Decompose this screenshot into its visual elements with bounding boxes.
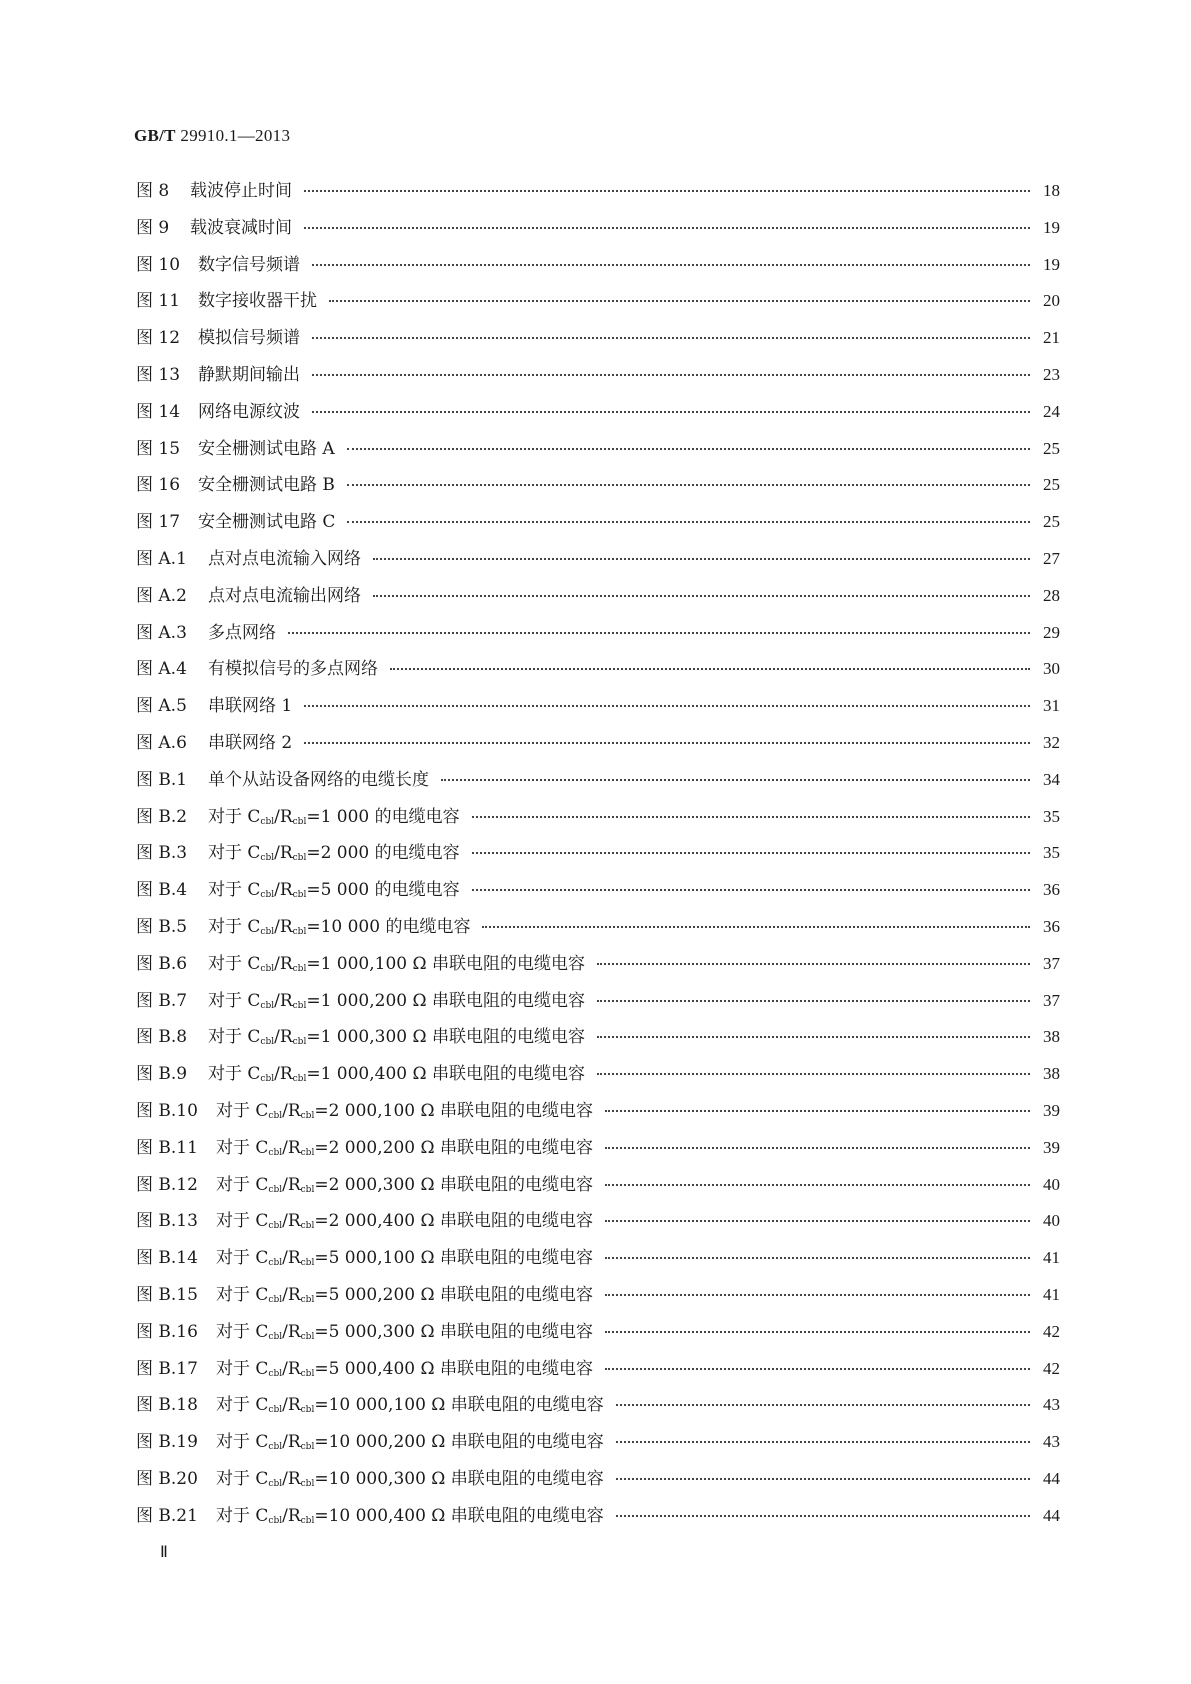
figure-title: [216, 1096, 593, 1121]
dot-leader: [347, 484, 1030, 486]
figure-label: 图 B.2: [136, 806, 188, 827]
title-suffix: =2 000,200 Ω 串联电阻的电缆电容: [314, 1137, 593, 1158]
figure-title: [216, 1317, 593, 1342]
page-ref: 31: [1043, 696, 1060, 716]
toc-entry[interactable]: [136, 250, 1060, 287]
title-suffix: =5 000,100 Ω 串联电阻的电缆电容: [314, 1248, 593, 1269]
title-suffix: =5 000 的电缆电容: [306, 880, 460, 901]
figure-label: 图 16: [136, 475, 181, 496]
figure-title: [208, 838, 460, 863]
figure-title: 安全栅测试电路 B: [198, 475, 335, 496]
toc-entry[interactable]: [136, 1206, 1060, 1243]
dot-leader: [312, 411, 1030, 413]
figure-title: 数字接收器干扰: [198, 291, 317, 312]
subscript: cbl: [292, 890, 307, 901]
title-prefix: 对于 C: [216, 1248, 269, 1269]
title-prefix: 对于 C: [208, 843, 261, 864]
standard-code: GB/T: [134, 126, 176, 145]
toc-entry[interactable]: [136, 544, 1060, 581]
page-ref: 19: [1043, 254, 1060, 274]
figure-title: 点对点电流输出网络: [208, 585, 361, 606]
title-suffix: =10 000,300 Ω 串联电阻的电缆电容: [314, 1468, 604, 1489]
toc-entry[interactable]: [136, 1501, 1060, 1538]
title-prefix: 对于 C: [208, 1027, 261, 1048]
dot-leader: [472, 816, 1030, 818]
page-ref: 38: [1043, 1064, 1060, 1084]
title-middle: /R: [282, 1505, 301, 1526]
figure-title: 载波衰减时间: [190, 217, 292, 238]
title-suffix: =1 000 的电缆电容: [306, 806, 460, 827]
figure-title: 载波停止时间: [190, 181, 292, 201]
dot-leader: [304, 190, 1030, 192]
figure-label: 图 B.1: [136, 769, 188, 790]
toc-entry[interactable]: [136, 581, 1060, 618]
figure-label: 图 B.6: [136, 953, 188, 974]
figure-label: 图 8: [136, 181, 170, 201]
page-ref: 24: [1043, 401, 1060, 421]
page-ref: 18: [1043, 181, 1060, 200]
page-ref: 37: [1043, 990, 1060, 1010]
figure-title: 有模拟信号的多点网络: [208, 659, 378, 680]
figure-title: [216, 1243, 593, 1268]
figure-title: 点对点电流输入网络: [208, 548, 361, 569]
subscript: cbl: [260, 1074, 275, 1085]
page-ref: 35: [1043, 806, 1060, 826]
title-suffix: =10 000,200 Ω 串联电阻的电缆电容: [314, 1432, 604, 1453]
subscript: cbl: [268, 1147, 283, 1158]
document-header: [134, 126, 290, 146]
page-ref: 40: [1043, 1211, 1060, 1231]
figure-title: [216, 1354, 593, 1379]
subscript: cbl: [268, 1442, 283, 1453]
figure-title: 模拟信号频谱: [198, 328, 300, 349]
toc-entry[interactable]: [136, 728, 1060, 765]
page-ref: 43: [1043, 1395, 1060, 1415]
figure-title: [208, 875, 460, 900]
subscript: cbl: [292, 926, 307, 937]
title-suffix: =2 000 的电缆电容: [306, 843, 460, 864]
title-suffix: =5 000,200 Ω 串联电阻的电缆电容: [314, 1284, 593, 1305]
figure-title: [208, 802, 460, 827]
title-suffix: =10 000 的电缆电容: [306, 916, 471, 937]
figure-label: 图 B.15: [136, 1284, 198, 1305]
dot-leader: [616, 1441, 1030, 1443]
dot-leader: [472, 889, 1030, 891]
figure-label: 图 B.9: [136, 1064, 188, 1085]
toc-entry[interactable]: [136, 691, 1060, 728]
figure-title: [208, 949, 585, 974]
figure-title: [208, 1059, 585, 1084]
page-ref: 43: [1043, 1432, 1060, 1452]
title-middle: /R: [274, 916, 293, 937]
dot-leader: [597, 963, 1030, 965]
page-ref: 41: [1043, 1284, 1060, 1304]
figure-title: [216, 1390, 604, 1415]
page-ref: 38: [1043, 1027, 1060, 1047]
subscript: cbl: [300, 1331, 315, 1342]
page-ref: 39: [1043, 1137, 1060, 1157]
subscript: cbl: [260, 1000, 275, 1011]
subscript: cbl: [268, 1405, 283, 1416]
figure-title: [216, 1464, 604, 1489]
toc-entry[interactable]: [136, 875, 1060, 912]
title-middle: /R: [274, 1064, 293, 1085]
subscript: cbl: [260, 816, 275, 827]
figure-label: 图 A.6: [136, 732, 187, 753]
page-ref: 42: [1043, 1321, 1060, 1341]
figure-label: 图 B.11: [136, 1137, 198, 1158]
subscript: cbl: [260, 853, 275, 864]
figure-title: 静默期间输出: [198, 364, 300, 385]
subscript: cbl: [300, 1294, 315, 1305]
figure-label: 图 9: [136, 217, 170, 238]
figure-label: 图 B.13: [136, 1211, 198, 1232]
dot-leader: [304, 742, 1030, 744]
title-middle: /R: [282, 1321, 301, 1342]
title-middle: /R: [282, 1395, 301, 1416]
dot-leader: [605, 1147, 1030, 1149]
figure-label: 图 12: [136, 328, 181, 349]
title-prefix: 对于 C: [208, 1064, 261, 1085]
dot-leader: [605, 1184, 1030, 1186]
dot-leader: [312, 374, 1030, 376]
dot-leader: [482, 926, 1030, 928]
title-middle: /R: [274, 1027, 293, 1048]
toc-entry[interactable]: [136, 1133, 1060, 1170]
figure-list: [136, 176, 1060, 1537]
subscript: cbl: [300, 1221, 315, 1232]
subscript: cbl: [300, 1515, 315, 1526]
figure-label: 图 B.10: [136, 1100, 198, 1121]
figure-label: 图 B.3: [136, 843, 188, 864]
page-ref: 25: [1043, 475, 1060, 495]
figure-title: [216, 1501, 604, 1526]
title-prefix: 对于 C: [216, 1358, 269, 1379]
figure-label: 图 B.21: [136, 1505, 198, 1526]
page-ref: 40: [1043, 1174, 1060, 1194]
page-ref: 44: [1043, 1468, 1060, 1488]
dot-leader: [605, 1220, 1030, 1222]
dot-leader: [605, 1368, 1030, 1370]
subscript: cbl: [292, 1000, 307, 1011]
subscript: cbl: [300, 1368, 315, 1379]
subscript: cbl: [268, 1221, 283, 1232]
subscript: cbl: [300, 1478, 315, 1489]
title-prefix: 对于 C: [216, 1284, 269, 1305]
dot-leader: [347, 521, 1030, 523]
page-ref: 19: [1043, 217, 1060, 237]
page-ref: 37: [1043, 953, 1060, 973]
title-middle: /R: [282, 1468, 301, 1489]
toc-entry[interactable]: [136, 176, 1060, 213]
figure-title: 串联网络 2: [208, 732, 293, 753]
title-prefix: 对于 C: [216, 1211, 269, 1232]
title-suffix: =1 000,400 Ω 串联电阻的电缆电容: [306, 1064, 585, 1085]
title-suffix: =5 000,400 Ω 串联电阻的电缆电容: [314, 1358, 593, 1379]
dot-leader: [605, 1110, 1030, 1112]
subscript: cbl: [300, 1405, 315, 1416]
subscript: cbl: [260, 1037, 275, 1048]
toc-entry[interactable]: [136, 434, 1060, 471]
toc-entry[interactable]: [136, 1354, 1060, 1391]
page-ref: 32: [1043, 732, 1060, 752]
title-middle: /R: [274, 990, 293, 1011]
title-prefix: 对于 C: [216, 1137, 269, 1158]
toc-entry[interactable]: [136, 397, 1060, 434]
title-middle: /R: [282, 1358, 301, 1379]
figure-label: 图 A.5: [136, 696, 187, 717]
figure-label: 图 A.3: [136, 622, 187, 643]
title-prefix: 对于 C: [216, 1321, 269, 1342]
dot-leader: [597, 1036, 1030, 1038]
figure-title: [216, 1170, 593, 1195]
dot-leader: [616, 1478, 1030, 1480]
figure-label: 图 B.18: [136, 1395, 198, 1416]
subscript: cbl: [300, 1184, 315, 1195]
dot-leader: [304, 227, 1030, 229]
dot-leader: [390, 668, 1030, 670]
subscript: cbl: [268, 1110, 283, 1121]
dot-leader: [605, 1294, 1030, 1296]
title-middle: /R: [282, 1100, 301, 1121]
title-suffix: =2 000,100 Ω 串联电阻的电缆电容: [314, 1100, 593, 1121]
page-ref: 34: [1043, 769, 1060, 789]
page-ref: 20: [1043, 291, 1060, 311]
toc-entry[interactable]: [136, 323, 1060, 360]
subscript: cbl: [300, 1147, 315, 1158]
dot-leader: [304, 705, 1030, 707]
figure-title: 网络电源纹波: [198, 401, 300, 422]
toc-entry[interactable]: [136, 213, 1060, 250]
title-suffix: =2 000,300 Ω 串联电阻的电缆电容: [314, 1174, 593, 1195]
toc-entry[interactable]: [136, 912, 1060, 949]
title-middle: /R: [274, 843, 293, 864]
toc-entry[interactable]: [136, 1317, 1060, 1354]
figure-label: 图 B.20: [136, 1468, 198, 1489]
title-middle: /R: [282, 1432, 301, 1453]
subscript: cbl: [268, 1331, 283, 1342]
subscript: cbl: [268, 1368, 283, 1379]
toc-entry[interactable]: [136, 507, 1060, 544]
title-middle: /R: [274, 806, 293, 827]
title-prefix: 对于 C: [208, 990, 261, 1011]
figure-title: 单个从站设备网络的电缆长度: [208, 769, 429, 790]
page-ref: 44: [1043, 1505, 1060, 1525]
figure-label: 图 B.7: [136, 990, 188, 1011]
toc-entry[interactable]: [136, 838, 1060, 875]
title-suffix: =1 000,300 Ω 串联电阻的电缆电容: [306, 1027, 585, 1048]
title-prefix: 对于 C: [216, 1395, 269, 1416]
toc-entry[interactable]: [136, 618, 1060, 655]
dot-leader: [329, 300, 1030, 302]
subscript: cbl: [260, 963, 275, 974]
figure-title: 安全栅测试电路 A: [198, 438, 335, 459]
page-ref: 30: [1043, 659, 1060, 679]
figure-label: 图 11: [136, 291, 181, 312]
title-prefix: 对于 C: [216, 1505, 269, 1526]
dot-leader: [347, 448, 1030, 450]
figure-title: [208, 1022, 585, 1047]
figure-label: 图 14: [136, 401, 181, 422]
page-ref: 41: [1043, 1248, 1060, 1268]
subscript: cbl: [300, 1442, 315, 1453]
page-ref: 42: [1043, 1358, 1060, 1378]
toc-entry[interactable]: [136, 986, 1060, 1023]
toc-entry[interactable]: [136, 1427, 1060, 1464]
page-ref: 28: [1043, 585, 1060, 605]
dot-leader: [373, 595, 1030, 597]
title-prefix: 对于 C: [208, 916, 261, 937]
dot-leader: [605, 1331, 1030, 1333]
page-ref: 23: [1043, 364, 1060, 384]
figure-title: [216, 1133, 593, 1158]
page-ref: 29: [1043, 622, 1060, 642]
figure-label: 图 15: [136, 438, 181, 459]
toc-entry[interactable]: [136, 654, 1060, 691]
subscript: cbl: [292, 816, 307, 827]
page-ref: 21: [1043, 328, 1060, 348]
title-prefix: 对于 C: [216, 1100, 269, 1121]
toc-entry[interactable]: [136, 1464, 1060, 1501]
title-middle: /R: [282, 1284, 301, 1305]
subscript: cbl: [268, 1294, 283, 1305]
title-prefix: 对于 C: [208, 953, 261, 974]
title-suffix: =1 000,100 Ω 串联电阻的电缆电容: [306, 953, 585, 974]
toc-entry[interactable]: [136, 1390, 1060, 1427]
toc-entry[interactable]: [136, 470, 1060, 507]
title-suffix: =10 000,400 Ω 串联电阻的电缆电容: [314, 1505, 604, 1526]
subscript: cbl: [292, 1037, 307, 1048]
toc-entry[interactable]: [136, 1022, 1060, 1059]
subscript: cbl: [292, 1074, 307, 1085]
figure-label: 图 B.4: [136, 880, 188, 901]
subscript: cbl: [260, 926, 275, 937]
figure-label: 图 B.5: [136, 916, 188, 937]
dot-leader: [312, 337, 1030, 339]
subscript: cbl: [268, 1478, 283, 1489]
figure-title: [216, 1427, 604, 1452]
page-ref: 36: [1043, 880, 1060, 900]
page-ref: 27: [1043, 548, 1060, 568]
toc-entry[interactable]: [136, 1059, 1060, 1096]
dot-leader: [472, 852, 1030, 854]
toc-entry[interactable]: [136, 286, 1060, 323]
figure-label: 图 B.14: [136, 1248, 198, 1269]
title-prefix: 对于 C: [216, 1432, 269, 1453]
figure-label: 图 B.19: [136, 1432, 198, 1453]
subscript: cbl: [292, 963, 307, 974]
title-suffix: =1 000,200 Ω 串联电阻的电缆电容: [306, 990, 585, 1011]
figure-label: 图 A.2: [136, 585, 187, 606]
page-ref: 35: [1043, 843, 1060, 863]
figure-label: 图 A.4: [136, 659, 187, 680]
title-suffix: =5 000,300 Ω 串联电阻的电缆电容: [314, 1321, 593, 1342]
subscript: cbl: [268, 1184, 283, 1195]
dot-leader: [616, 1404, 1030, 1406]
title-middle: /R: [282, 1137, 301, 1158]
figure-title: 数字信号频谱: [198, 254, 300, 275]
title-middle: /R: [282, 1211, 301, 1232]
dot-leader: [312, 264, 1030, 266]
figure-label: 图 B.17: [136, 1358, 198, 1379]
title-middle: /R: [282, 1174, 301, 1195]
figure-label: 图 13: [136, 364, 181, 385]
title-prefix: 对于 C: [208, 880, 261, 901]
toc-entry[interactable]: [136, 802, 1060, 839]
title-suffix: =2 000,400 Ω 串联电阻的电缆电容: [314, 1211, 593, 1232]
figure-label: 图 A.1: [136, 548, 187, 569]
page-ref: 25: [1043, 438, 1060, 458]
title-prefix: 对于 C: [216, 1174, 269, 1195]
figure-label: 图 B.16: [136, 1321, 198, 1342]
figure-title: [216, 1206, 593, 1231]
figure-title: [208, 986, 585, 1011]
title-middle: /R: [282, 1248, 301, 1269]
figure-label: 图 17: [136, 512, 181, 533]
figure-title: 安全栅测试电路 C: [198, 512, 336, 533]
title-prefix: 对于 C: [216, 1468, 269, 1489]
dot-leader: [288, 632, 1030, 634]
page-number: Ⅱ: [160, 1544, 168, 1561]
toc-entry[interactable]: [136, 1243, 1060, 1280]
dot-leader: [605, 1257, 1030, 1259]
subscript: cbl: [300, 1110, 315, 1121]
dot-leader: [441, 779, 1030, 781]
figure-title: 多点网络: [208, 622, 276, 643]
toc-entry[interactable]: [136, 1096, 1060, 1133]
toc-entry[interactable]: [136, 360, 1060, 397]
toc-entry[interactable]: [136, 1170, 1060, 1207]
figure-title: [208, 912, 470, 937]
subscript: cbl: [268, 1258, 283, 1269]
subscript: cbl: [300, 1258, 315, 1269]
toc-entry[interactable]: [136, 1280, 1060, 1317]
subscript: cbl: [260, 890, 275, 901]
dot-leader: [597, 1000, 1030, 1002]
title-prefix: 对于 C: [208, 806, 261, 827]
dot-leader: [616, 1515, 1030, 1517]
page-ref: 39: [1043, 1100, 1060, 1120]
figure-label: 图 10: [136, 254, 181, 275]
standard-number: 29910.1—2013: [180, 126, 291, 145]
toc-entry[interactable]: [136, 949, 1060, 986]
subscript: cbl: [268, 1515, 283, 1526]
figure-title: 串联网络 1: [208, 696, 293, 717]
title-suffix: =10 000,100 Ω 串联电阻的电缆电容: [314, 1395, 604, 1416]
page-ref: 36: [1043, 916, 1060, 936]
dot-leader: [373, 558, 1030, 560]
title-middle: /R: [274, 880, 293, 901]
title-middle: /R: [274, 953, 293, 974]
dot-leader: [597, 1073, 1030, 1075]
subscript: cbl: [292, 853, 307, 864]
figure-label: 图 B.12: [136, 1174, 198, 1195]
figure-title: [216, 1280, 593, 1305]
toc-entry[interactable]: [136, 765, 1060, 802]
page-ref: 25: [1043, 512, 1060, 532]
figure-label: 图 B.8: [136, 1027, 188, 1048]
